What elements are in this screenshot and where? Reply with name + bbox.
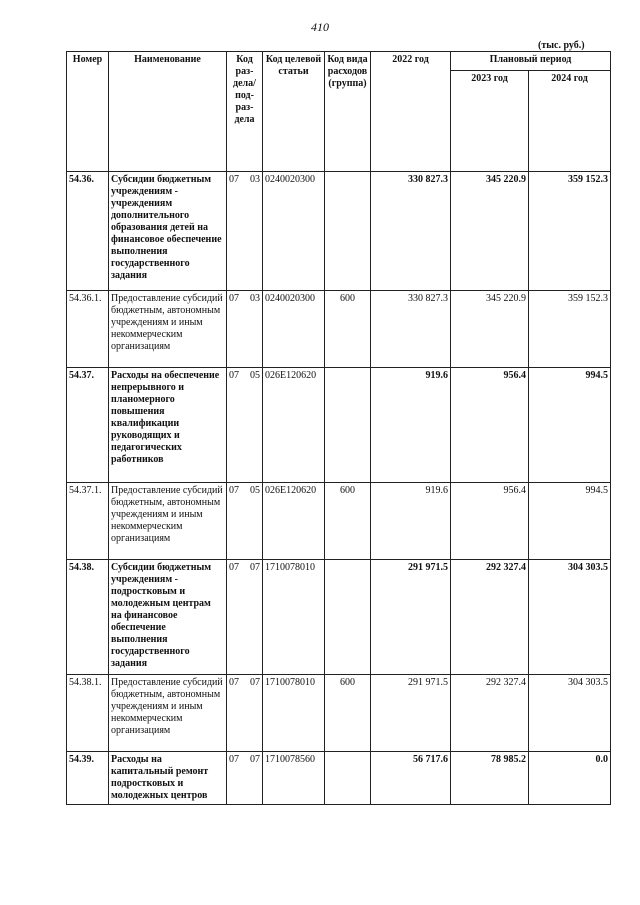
row-expense-type: 600 xyxy=(325,675,371,752)
row-2022: 291 971.5 xyxy=(371,675,451,752)
row-2022: 919.6 xyxy=(371,483,451,560)
table-row xyxy=(67,172,611,291)
row-number: 54.36.1. xyxy=(67,291,109,368)
row-2023: 78 985.2 xyxy=(451,752,529,805)
row-2024: 359 152.3 xyxy=(529,172,611,291)
row-2023: 345 220.9 xyxy=(451,291,529,368)
row-name: Предоставление субсидий бюджетным, автономным учреждениям и иным некоммерческим организациям xyxy=(109,675,227,752)
budget-table xyxy=(66,51,611,805)
section-code: 07 xyxy=(229,293,239,304)
row-number: 54.37. xyxy=(67,368,109,483)
row-2022: 330 827.3 xyxy=(371,291,451,368)
header-2024: 2024 год xyxy=(529,71,611,172)
row-section xyxy=(227,172,263,291)
row-expense-type xyxy=(325,752,371,805)
row-number: 54.39. xyxy=(67,752,109,805)
row-2022: 291 971.5 xyxy=(371,560,451,675)
row-2022: 919.6 xyxy=(371,368,451,483)
row-expense-type xyxy=(325,172,371,291)
subsection-code: 03 xyxy=(250,293,260,304)
table-row xyxy=(67,752,611,805)
row-number: 54.38. xyxy=(67,560,109,675)
section-code: 07 xyxy=(229,677,239,688)
row-section xyxy=(227,291,263,368)
row-name: Предоставление субсидий бюджетным, автономным учреждениям и иным некоммерческим организациям xyxy=(109,483,227,560)
units-label: (тыс. руб.) xyxy=(538,40,585,51)
row-name: Субсидии бюджетным учреждениям - подростковым и молодежным центрам на финансовое обеспечение выполнения государственного задания xyxy=(109,560,227,675)
row-expense-type: 600 xyxy=(325,291,371,368)
row-number: 54.37.1. xyxy=(67,483,109,560)
row-section xyxy=(227,560,263,675)
row-2023: 345 220.9 xyxy=(451,172,529,291)
row-2023: 292 327.4 xyxy=(451,675,529,752)
subsection-code: 03 xyxy=(250,174,260,185)
subsection-code: 07 xyxy=(250,677,260,688)
header-expense-type: Код вида расходов (группа) xyxy=(325,52,371,172)
table-row xyxy=(67,560,611,675)
subsection-code: 07 xyxy=(250,562,260,573)
row-2023: 956.4 xyxy=(451,483,529,560)
row-target: 1710078010 xyxy=(263,560,325,675)
row-2023: 292 327.4 xyxy=(451,560,529,675)
row-2022: 330 827.3 xyxy=(371,172,451,291)
row-target: 1710078010 xyxy=(263,675,325,752)
header-planned-period: Плановый период xyxy=(451,52,611,71)
row-target: 0240020300 xyxy=(263,172,325,291)
row-number: 54.38.1. xyxy=(67,675,109,752)
row-section xyxy=(227,483,263,560)
section-code: 07 xyxy=(229,562,239,573)
subsection-code: 07 xyxy=(250,754,260,765)
row-name: Расходы на обеспечение непрерывного и планомерного повышения квалификации руководящих и педагогических работников xyxy=(109,368,227,483)
header-section: Код раз- дела/ под- раз- дела xyxy=(227,52,263,172)
row-2023: 956.4 xyxy=(451,368,529,483)
table-row xyxy=(67,368,611,483)
row-section xyxy=(227,368,263,483)
page-number: 410 xyxy=(311,20,329,34)
row-section xyxy=(227,675,263,752)
header-2023: 2023 год xyxy=(451,71,529,172)
subsection-code: 05 xyxy=(250,485,260,496)
row-target: 026Е120620 xyxy=(263,483,325,560)
row-name: Предоставление субсидий бюджетным, автономным учреждениям и иным некоммерческим организациям xyxy=(109,291,227,368)
header-2022: 2022 год xyxy=(371,52,451,172)
row-2024: 994.5 xyxy=(529,368,611,483)
row-2024: 359 152.3 xyxy=(529,291,611,368)
table-row xyxy=(67,291,611,368)
row-section xyxy=(227,752,263,805)
row-target: 0240020300 xyxy=(263,291,325,368)
row-number: 54.36. xyxy=(67,172,109,291)
table-row xyxy=(67,483,611,560)
table-row xyxy=(67,675,611,752)
row-target: 1710078560 xyxy=(263,752,325,805)
row-2024: 0.0 xyxy=(529,752,611,805)
row-name: Расходы на капитальный ремонт подростковых и молодежных центров xyxy=(109,752,227,805)
row-name: Субсидии бюджетным учреждениям - учреждениям дополнительного образования детей на финансовое обеспечение выполнения государственного задания xyxy=(109,172,227,291)
header-target: Код целевой статьи xyxy=(263,52,325,172)
section-code: 07 xyxy=(229,174,239,185)
row-expense-type xyxy=(325,368,371,483)
subsection-code: 05 xyxy=(250,370,260,381)
row-target: 026Е120620 xyxy=(263,368,325,483)
row-2024: 994.5 xyxy=(529,483,611,560)
row-expense-type: 600 xyxy=(325,483,371,560)
row-2024: 304 303.5 xyxy=(529,675,611,752)
section-code: 07 xyxy=(229,485,239,496)
row-expense-type xyxy=(325,560,371,675)
row-2024: 304 303.5 xyxy=(529,560,611,675)
section-code: 07 xyxy=(229,370,239,381)
row-2022: 56 717.6 xyxy=(371,752,451,805)
section-code: 07 xyxy=(229,754,239,765)
header-name: Наименование xyxy=(109,52,227,172)
header-number: Номер xyxy=(67,52,109,172)
